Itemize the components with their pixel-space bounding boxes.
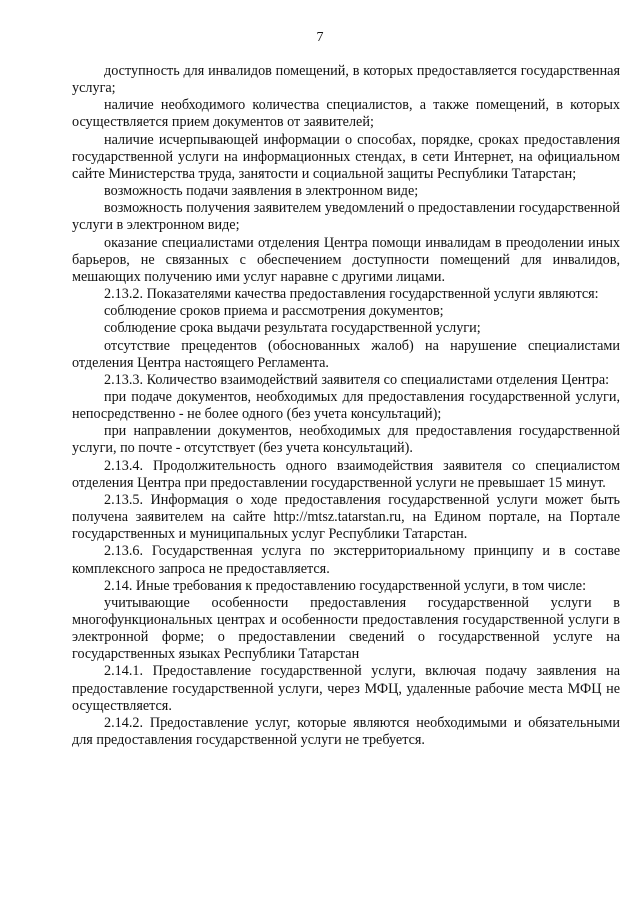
paragraph: 2.14.1. Предоставление государственной услуги, включая подачу заявления на предоставление государственной услуги, через МФЦ, удаленные рабочие места МФЦ не осуществляется. xyxy=(72,663,620,714)
page-body xyxy=(72,63,620,749)
page-number: 7 xyxy=(316,30,324,45)
paragraph: 2.13.3. Количество взаимодействий заявителя со специалистами отделения Центра: xyxy=(104,371,610,388)
paragraph: 2.14.2. Предоставление услуг, которые являются необходимыми и обязательными для предоставления государственной услуги не требуется. xyxy=(72,714,620,749)
paragraph: возможность получения заявителем уведомлений о предоставлении государственной услуги в электронном виде; xyxy=(72,200,620,234)
paragraph: 2.13.4. Продолжительность одного взаимодействия заявителя со специалистом отделения Центра при предоставлении государственной услуги не превышает 15 минут. xyxy=(72,457,620,491)
paragraph: при подаче документов, необходимых для предоставления государственной услуги, непосредственно - не более одного (без учета консультаций); xyxy=(72,388,620,423)
paragraph: 2.14. Иные требования к предоставлению государственной услуги, в том числе: xyxy=(104,577,587,594)
paragraph: при направлении документов, необходимых для предоставления государственной услуги, по почте - отсутствует (без учета консультаций). xyxy=(72,423,620,457)
paragraph: 2.13.5. Информация о ходе предоставления государственной услуги может быть получена заявителем на сайте http://mtsz.tatarstan.ru, на Едином портале, на Портале государственных и муниципальных услуг Республики Татарстан. xyxy=(72,491,620,543)
paragraph: возможность подачи заявления в электронном виде; xyxy=(104,183,419,200)
paragraph: отсутствие прецедентов (обоснованных жалоб) на нарушение специалистами отделения Центра настоящего Регламента. xyxy=(72,337,620,371)
paragraph: доступность для инвалидов помещений, в которых предоставляется государственная услуга; xyxy=(72,63,620,97)
paragraph: 2.13.6. Государственная услуга по экстерриториальному принципу и в составе комплексного запроса не предоставляется. xyxy=(72,543,620,577)
paragraph: наличие исчерпывающей информации о способах, порядке, сроках предоставления государственной услуги на информационных стендах, в сети Интернет, на официальном сайте Министерства труда, занятости и социальной защиты Республики Татарстан; xyxy=(72,131,620,182)
paragraph: 2.13.2. Показателями качества предоставления государственной услуги являются: xyxy=(104,286,599,303)
paragraph: учитывающие особенности предоставления государственной услуги в многофункциональных центрах и особенности предоставления государственной услуги в электронной форме; о предоставлении сведений о государственной услуге на государственных языках Республики Татарстан xyxy=(72,594,620,663)
paragraph: соблюдение срока выдачи результата государственной услуги; xyxy=(104,320,481,337)
paragraph: наличие необходимого количества специалистов, а также помещений, в которых осуществляется прием документов от заявителей; xyxy=(72,97,620,131)
paragraph: оказание специалистами отделения Центра помощи инвалидам в преодолении иных барьеров, не связанных с обеспечением доступности помещений для инвалидов, мешающих получению ими услуг наравне с другими лицами. xyxy=(72,234,620,285)
paragraph: соблюдение сроков приема и рассмотрения документов; xyxy=(104,303,444,320)
